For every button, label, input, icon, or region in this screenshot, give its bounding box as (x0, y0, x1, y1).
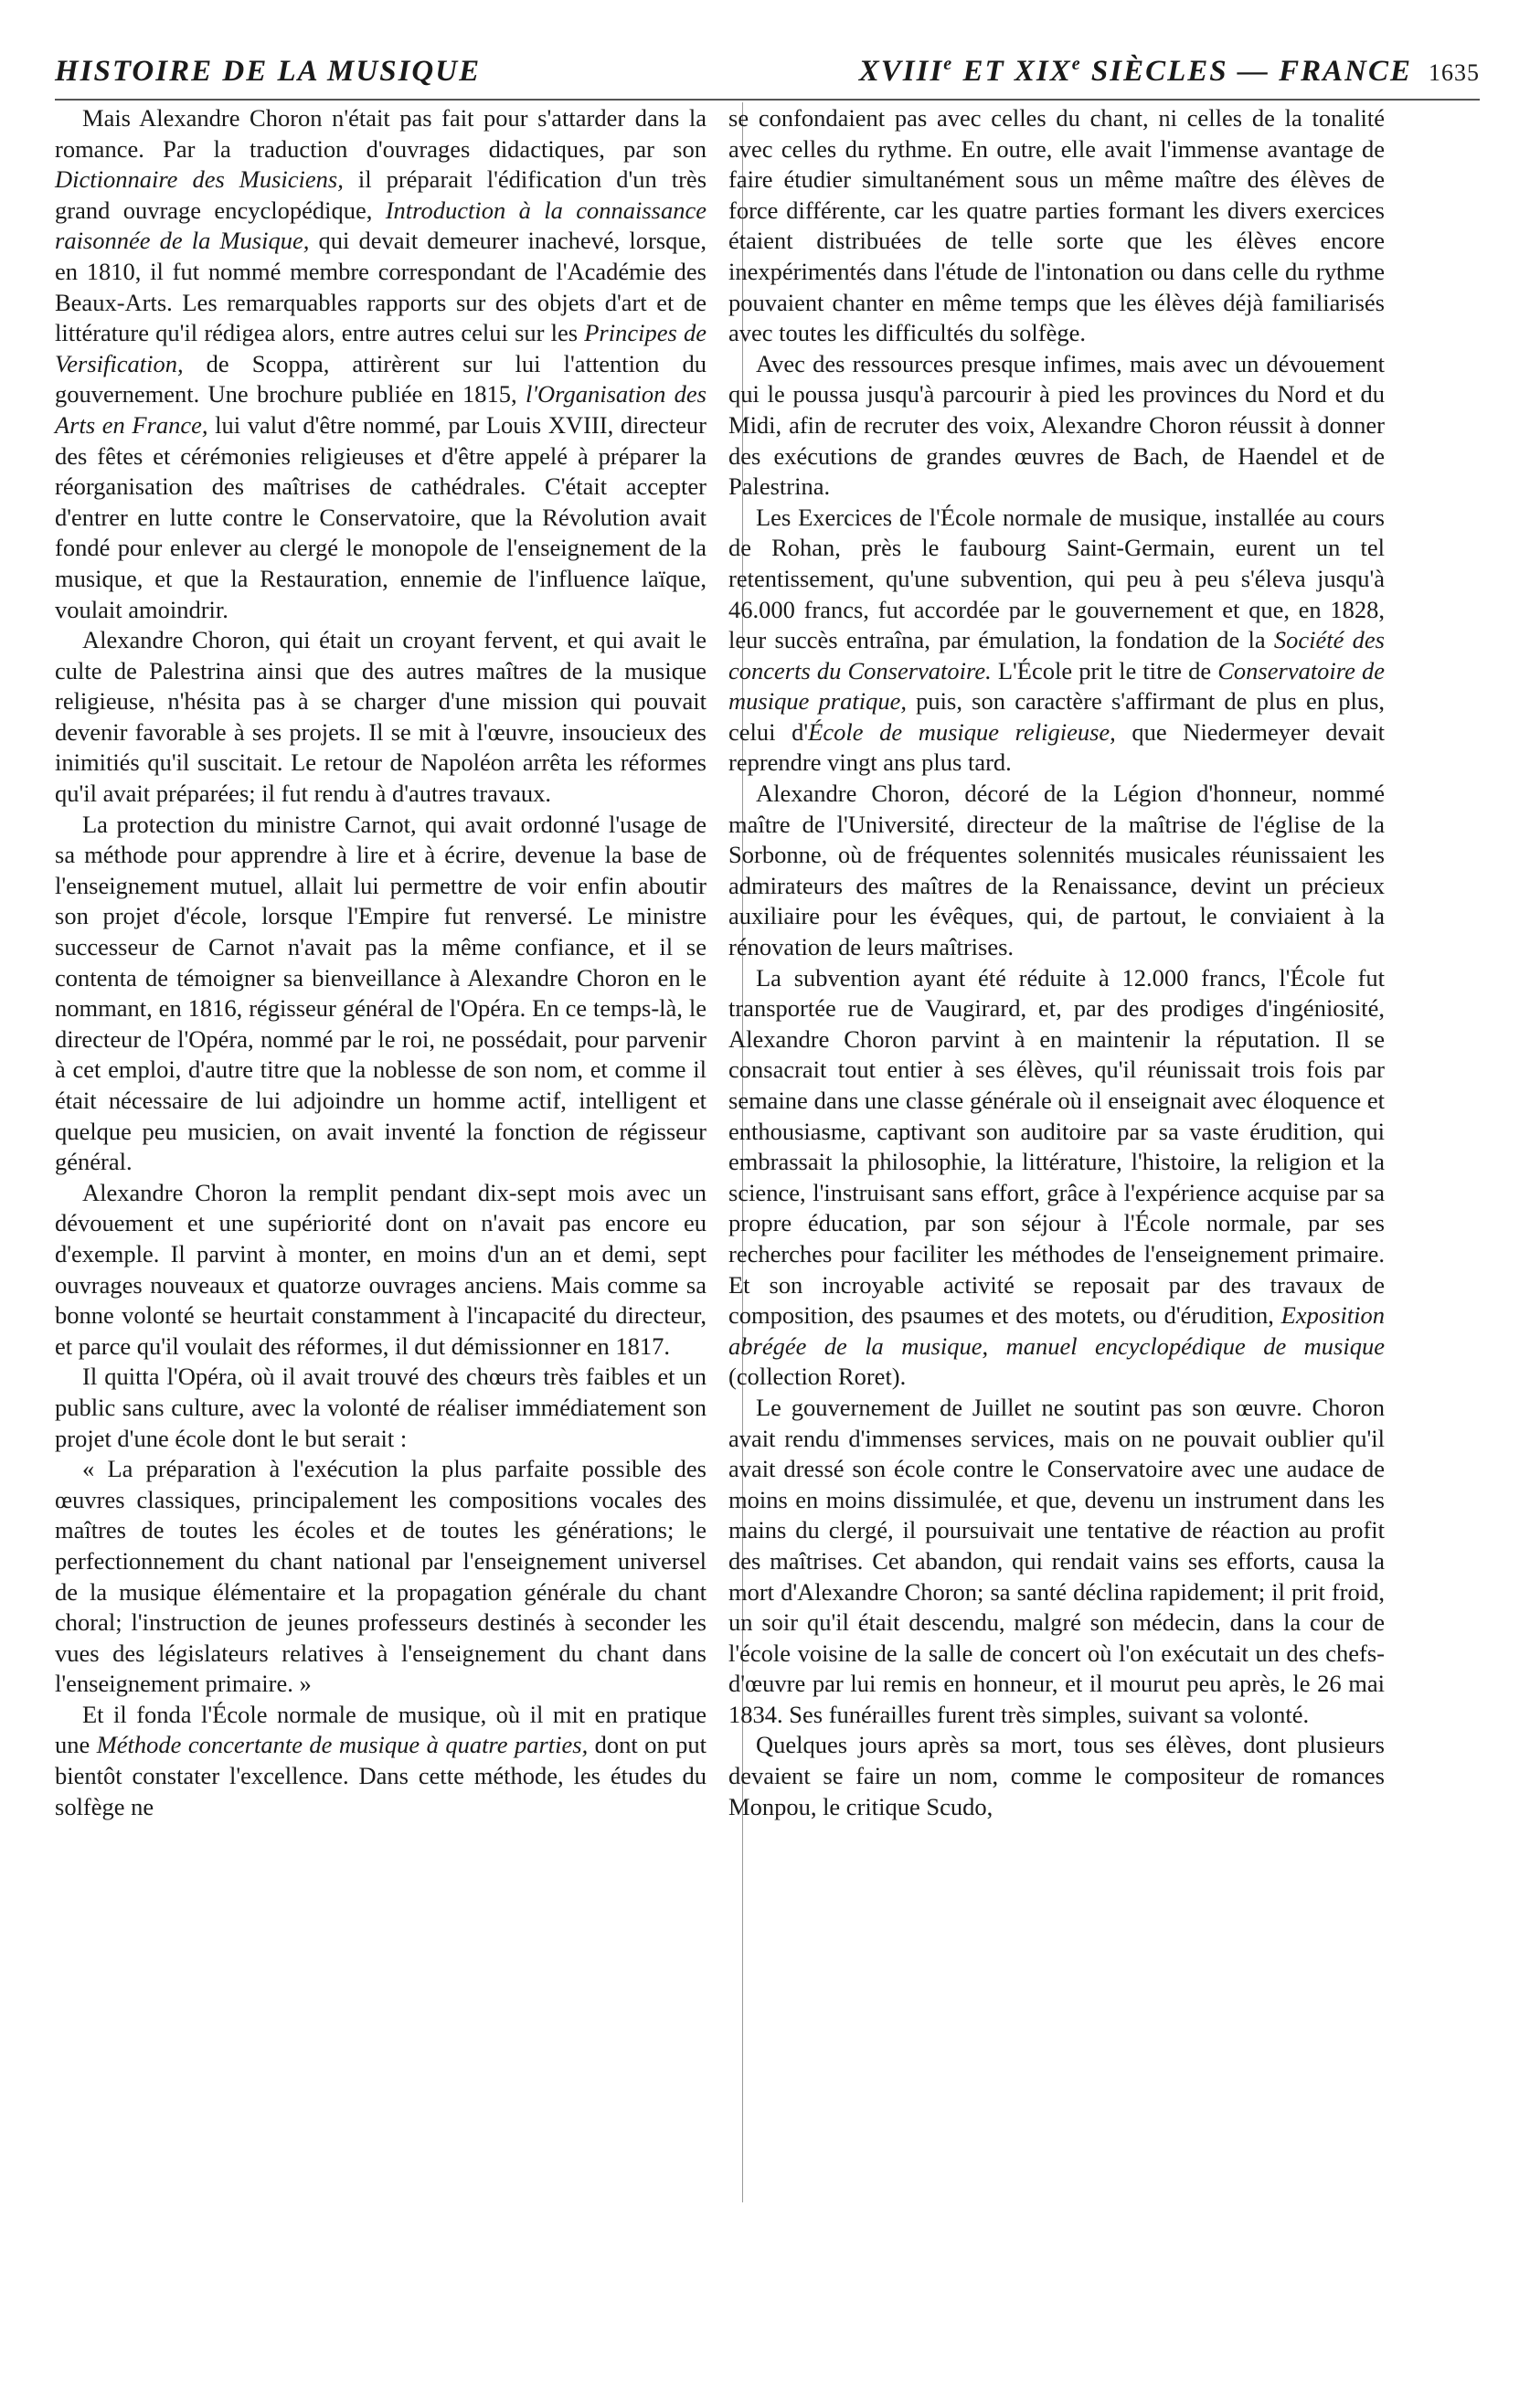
section-title: XVIIIe ET XIXe SIÈCLES — FRANCE 1635 (858, 54, 1480, 88)
paragraph: La subvention ayant été réduite à 12.000 francs, l'École fut transportée rue de Vaugirard, et, par des prodiges d'ingéniosité, Alexandre Choron parvint à en maintenir la réputation. Il se consacrait tout entier à ses élèves, qu'il réunissait trois fois par semaine dans une classe générale où il enseignait avec éloquence et enthousiasme, captivant son auditoire par sa vaste érudition, qui embrassait la philosophie, la littérature, l'histoire, la religion et la science, l'instruisant sans effort, grâce à l'expérience acquise par sa propre éducation, par son séjour à l'École normale, par ses recherches pour faciliter les méthodes de l'enseignement primaire. Et son incroyable activité se reposait par des travaux de composition, des psaumes et des motets, ou d'érudition, Exposition abrégée de la musique, manuel encyclopédique de musique (collection Roret). (728, 963, 1385, 1391)
right-column (728, 103, 1385, 1822)
paragraph: Alexandre Choron, qui était un croyant fervent, et qui avait le culte de Palestrina ainsi que des autres maîtres de la musique religieuse, n'hésita pas à se charger d'une mission qui pouvait devenir favorable à ses projets. Il se mit à l'œuvre, insoucieux des inimitiés qu'il suscitait. Le retour de Napoléon arrêta les réformes qu'il avait préparées; il fut rendu à d'autres travaux. (55, 626, 707, 808)
paragraph: se confondaient pas avec celles du chant, ni celles de la tonalité avec celles du rythme. En outre, elle avait l'immense avantage de faire étudier simultanément sous un même maître des élèves de force différente, car les quatre parties formant les divers exercices étaient distribuées de telle sorte que les élèves encore inexpérimentés dans l'étude de l'intonation ou dans celle du rythme pouvaient chanter en même temps que les élèves déjà familiarisés avec toutes les difficultés du solfège. (728, 104, 1385, 347)
paragraph: Mais Alexandre Choron n'était pas fait pour s'attarder dans la romance. Par la traduction d'ouvrages didactiques, par son Dictionnaire des Musiciens, il préparait l'édification d'un très grand ouvrage encyclopédique, Introduction à la connaissance raisonnée de la Musique, qui devait demeurer inachevé, lorsque, en 1810, il fut nommé membre correspondant de l'Académie des Beaux-Arts. Les remarquables rapports sur des objets d'art et de littérature qu'il rédigea alors, entre autres celui sur les Principes de Versification, de Scoppa, attirèrent sur lui l'attention du gouvernement. Une brochure publiée en 1815, l'Organisation des Arts en France, lui valut d'être nommé, par Louis XVIII, directeur des fêtes et cérémonies religieuses et d'être appelé à préparer la réorganisation des maîtrises de cathédrales. C'était accepter d'entrer en lutte contre le Conservatoire, que la Révolution avait fondé pour enlever au clergé le monopole de l'enseignement de la musique, et que la Restauration, ennemie de l'influence laïque, voulait amoindrir. (55, 104, 707, 623)
page-number: 1635 (1429, 59, 1480, 86)
paragraph: Alexandre Choron, décoré de la Légion d'honneur, nommé maître de l'Université, directeur de la maîtrise de l'église de la Sorbonne, où de fréquentes solennités musicales réunissaient les admirateurs des maîtres de la Renaissance, devint un précieux auxiliaire pour les évêques, qui, de partout, le conviaient à la rénovation de leurs maîtrises. (728, 780, 1385, 961)
quotation: « La préparation à l'exécution la plus parfaite possible des œuvres classiques, principalement les compositions vocales des maîtres de toutes les écoles et de toutes les générations; le perfectionnement du chant national par l'enseignement universel de la musique élémentaire et la propagation générale du chant choral; l'instruction de jeunes professeurs destinés à seconder les vues des législateurs relatives à l'enseignement du chant dans l'enseignement primaire. » (55, 1455, 707, 1698)
left-column (55, 103, 707, 1822)
paragraph: Quelques jours après sa mort, tous ses élèves, dont plusieurs devaient se faire un nom, comme le compositeur de romances Monpou, le critique Scudo, (728, 1731, 1385, 1820)
paragraph: Le gouvernement de Juillet ne soutint pas son œuvre. Choron avait rendu d'immenses services, mais on ne pouvait oublier qu'il avait dressé son école contre le Conservatoire avec une audace de moins en moins dissimulée, et que, devenu un instrument dans les mains du clergé, il poursuivait une tentative de réaction au profit des maîtrises. Cet abandon, qui rendait vains ses efforts, causa la mort d'Alexandre Choron; sa santé déclina rapidement; il prit froid, un soir qu'il était descendu, malgré son médecin, dans la cour de l'école voisine de la salle de concert où l'on exécutait un des chefs-d'œuvre par lui remis en honneur, et il mourut peu après, le 26 mai 1834. Ses funérailles furent très simples, suivant sa volonté. (728, 1393, 1385, 1728)
header-rule (55, 99, 1480, 101)
paragraph: La protection du ministre Carnot, qui avait ordonné l'usage de sa méthode pour apprendre à lire et à écrire, devenue la base de l'enseignement mutuel, allait lui permettre de voir enfin aboutir son projet d'école, lorsque l'Empire fut renversé. Le ministre successeur de Carnot n'avait pas la même confiance, et il se contenta de témoigner sa bienveillance à Alexandre Choron en le nommant, en 1816, régisseur général de l'Opéra. En ce temps-là, le directeur de l'Opéra, nommé par le roi, ne possédait, pour parvenir à cet emploi, d'autre titre que la noblesse de son nom, et comme il était nécessaire de lui adjoindre un homme actif, intelligent et quelque peu musicien, on avait inventé la fonction de régisseur général. (55, 810, 707, 1176)
running-head (55, 55, 1480, 99)
paragraph: Il quitta l'Opéra, où il avait trouvé des chœurs très faibles et un public sans culture, avec la volonté de réaliser immédiatement son projet d'une école dont le but serait : (55, 1363, 707, 1452)
paragraph: Alexandre Choron la remplit pendant dix-sept mois avec un dévouement et une supériorité dont on n'avait pas encore eu d'exemple. Il parvint à monter, en moins d'un an et demi, sept ouvrages nouveaux et quatorze ouvrages anciens. Mais comme sa bonne volonté se heurtait constamment à l'incapacité du directeur, et parce qu'il voulait des réformes, il dut démissionner en 1817. (55, 1178, 707, 1360)
paragraph: Et il fonda l'École normale de musique, où il mit en pratique une Méthode concertante de musique à quatre parties, dont on put bientôt constater l'excellence. Dans cette méthode, les études du solfège ne (55, 1700, 707, 1820)
book-title: HISTOIRE DE LA MUSIQUE (55, 55, 482, 88)
paragraph: Les Exercices de l'École normale de musique, installée au cours de Rohan, près le faubourg Saint-Germain, eurent un tel retentissement, qu'une subvention, qui peu à peu s'éleva jusqu'à 46.000 francs, fut accordée par le gouvernement et que, en 1828, leur succès entraîna, par émulation, la fondation de la Société des concerts du Conservatoire. L'École prit le titre de Conservatoire de musique pratique, puis, son caractère s'affirmant de plus en plus, celui d'École de musique religieuse, que Niedermeyer devait reprendre vingt ans plus tard. (728, 503, 1386, 777)
paragraph: Avec des ressources presque infimes, mais avec un dévouement qui le poussa jusqu'à parcourir à pied les provinces du Nord et du Midi, afin de recruter des voix, Alexandre Choron réussit à donner des exécutions de grandes œuvres de Bach, de Haendel et de Palestrina. (728, 349, 1385, 501)
